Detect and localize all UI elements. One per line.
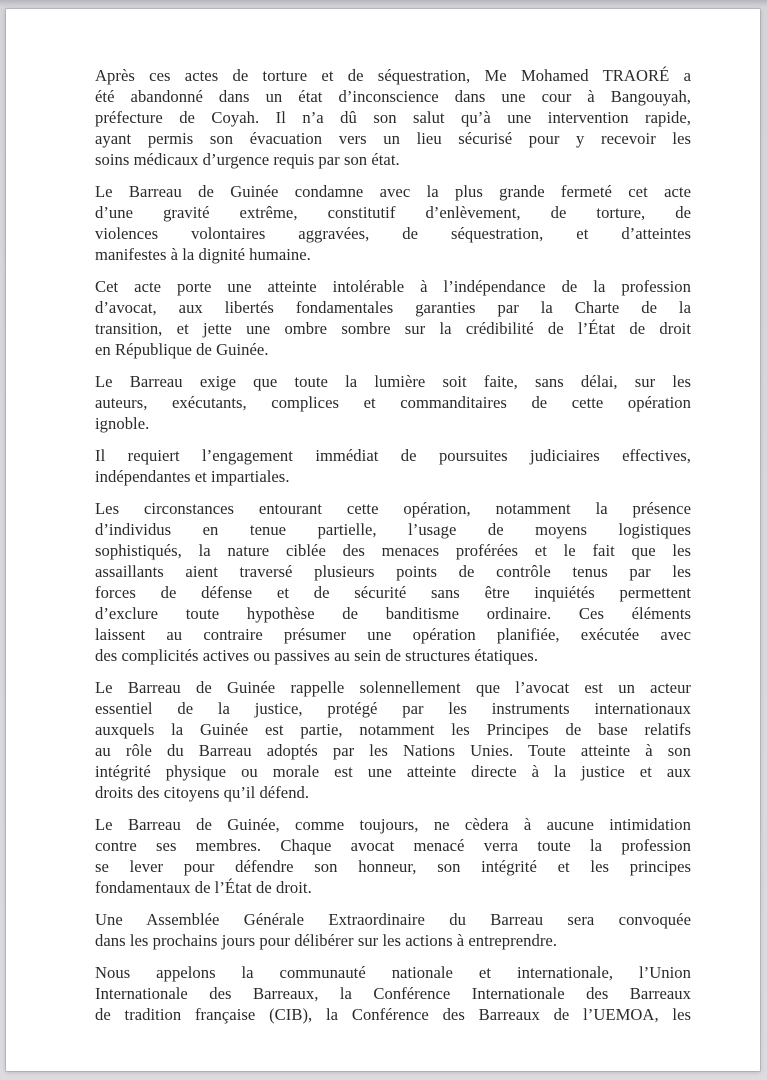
text-line: Le Barreau exige que toute la lumière soit faite, sans délai, sur les <box>95 372 691 391</box>
text-line: intégrité physique ou morale est une atteinte directe à la justice et aux <box>95 762 691 781</box>
text-line: ayant permis son évacuation vers un lieu sécurisé pour y recevoir les <box>95 129 691 148</box>
text-line: assaillants aient traversé plusieurs points de contrôle tenus par les <box>95 562 691 581</box>
text-line: Nous appelons la communauté nationale et internationale, l’Union <box>95 963 691 982</box>
text-line: été abandonné dans un état d’inconscience dans une cour à Bangouyah, <box>95 87 691 106</box>
text-line: auxquels la Guinée est partie, notamment les Principes de base relatifs <box>95 720 691 739</box>
text-line: forces de défense et de sécurité sans être inquiétés permettent <box>95 583 691 602</box>
text-line: Une Assemblée Générale Extraordinaire du Barreau sera convoquée <box>95 910 691 929</box>
text-line: manifestes à la dignité humaine. <box>95 245 311 264</box>
text-line: Le Barreau de Guinée rappelle solennellement que l’avocat est un acteur <box>95 678 691 697</box>
text-line: Les circonstances entourant cette opération, notamment la présence <box>95 499 691 518</box>
text-line: au rôle du Barreau adoptés par les Nations Unies. Toute atteinte à son <box>95 741 691 760</box>
text-line: Le Barreau de Guinée condamne avec la plus grande fermeté cet acte <box>95 182 691 201</box>
text-line: d’exclure toute hypothèse de banditisme ordinaire. Ces éléments <box>95 604 691 623</box>
text-line: fondamentaux de l’État de droit. <box>95 878 312 897</box>
text-line: se lever pour défendre son honneur, son intégrité et les principes <box>95 857 691 876</box>
text-line: droits des citoyens qu’il défend. <box>95 783 310 802</box>
paragraph <box>95 445 691 487</box>
document-body <box>95 65 691 1036</box>
text-line: sophistiqués, la nature ciblée des menaces proférées et le fait que les <box>95 541 691 560</box>
text-line: violences volontaires aggravées, de séquestration, et d’atteintes <box>95 224 691 243</box>
text-line: en République de Guinée. <box>95 340 269 359</box>
text-line: des complicités actives ou passives au sein de structures étatiques. <box>95 646 539 665</box>
text-line: transition, et jette une ombre sombre sur la crédibilité de l’État de droit <box>95 319 691 338</box>
text-line: Il requiert l’engagement immédiat de poursuites judiciaires effectives, <box>95 446 691 465</box>
paragraph <box>95 371 691 434</box>
text-line: contre ses membres. Chaque avocat menacé verra toute la profession <box>95 836 691 855</box>
text-line: d’individus en tenue partielle, l’usage de moyens logistiques <box>95 520 691 539</box>
paragraph <box>95 962 691 1025</box>
text-line: d’une gravité extrême, constitutif d’enlèvement, de torture, de <box>95 203 691 222</box>
paragraph <box>95 909 691 951</box>
text-line: de tradition française (CIB), la Conférence des Barreaux de l’UEMOA, les <box>95 1005 691 1024</box>
text-line: d’avocat, aux libertés fondamentales garanties par la Charte de la <box>95 298 691 317</box>
text-line: Cet acte porte une atteinte intolérable à l’indépendance de la profession <box>95 277 691 296</box>
paragraph <box>95 181 691 265</box>
text-line: laissent au contraire présumer une opération planifiée, exécutée avec <box>95 625 691 644</box>
text-line: Le Barreau de Guinée, comme toujours, ne cèdera à aucune intimidation <box>95 815 691 834</box>
text-line: Internationale des Barreaux, la Conférence Internationale des Barreaux <box>95 984 691 1003</box>
text-line: préfecture de Coyah. Il n’a dû son salut qu’à une intervention rapide, <box>95 108 691 127</box>
document-page <box>6 9 760 1071</box>
paragraph <box>95 677 691 803</box>
paragraph <box>95 65 691 170</box>
text-line: dans les prochains jours pour délibérer sur les actions à entreprendre. <box>95 931 558 950</box>
text-line: ignoble. <box>95 414 150 433</box>
text-line: indépendantes et impartiales. <box>95 467 290 486</box>
paragraph <box>95 814 691 898</box>
paragraph <box>95 498 691 666</box>
text-line: essentiel de la justice, protégé par les instruments internationaux <box>95 699 691 718</box>
text-line: Après ces actes de torture et de séquestration, Me Mohamed TRAORÉ a <box>95 66 691 85</box>
paragraph <box>95 276 691 360</box>
text-line: auteurs, exécutants, complices et commanditaires de cette opération <box>95 393 691 412</box>
text-line: soins médicaux d’urgence requis par son état. <box>95 150 400 169</box>
